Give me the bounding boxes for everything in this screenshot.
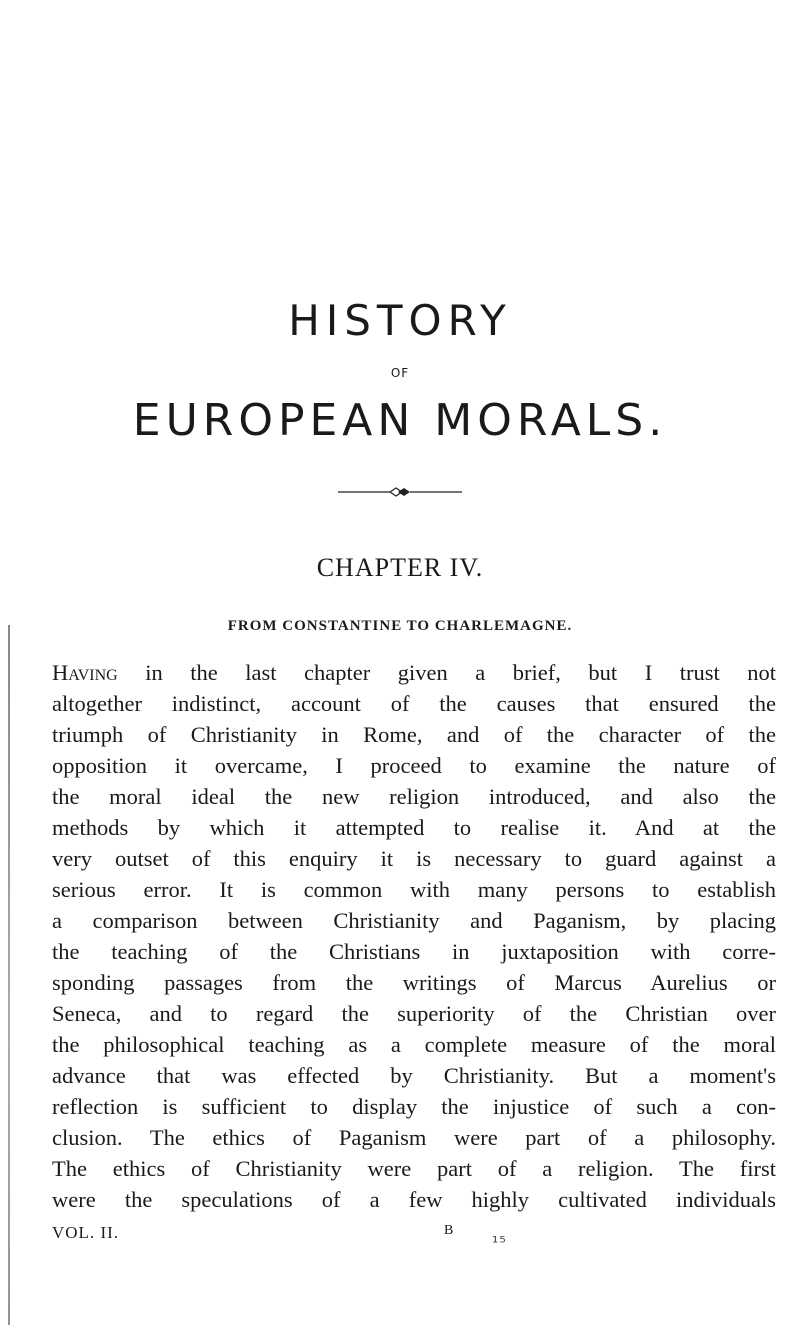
page-footer <box>52 1223 776 1253</box>
text-line: triumph of Christianity in Rome, and of the character of the <box>52 722 776 747</box>
text-line: a comparison between Christianity and Paganism, by placing <box>52 908 776 933</box>
text-line: were the speculations of a few highly cultivated individuals <box>52 1187 776 1212</box>
text-line: altogether indistinct, account of the causes that ensured the <box>52 691 776 716</box>
book-title: HISTORY <box>288 296 512 345</box>
text-line: methods by which it attempted to realise it. And at the <box>52 815 776 840</box>
text-line: serious error. It is common with many persons to establish <box>52 877 776 902</box>
opening-word: Having <box>52 660 118 685</box>
text-line: The ethics of Christianity were part of a religion. The first <box>52 1156 776 1181</box>
text-line: Having in the last chapter given a brief, but I trust not <box>52 660 776 685</box>
text-line: the philosophical teaching as a complete measure of the moral <box>52 1032 776 1057</box>
text-line: clusion. The ethics of Paganism were part of a philosophy. <box>52 1125 776 1150</box>
text-line: the moral ideal the new religion introduced, and also the <box>52 784 776 809</box>
divider-ornament <box>338 487 462 497</box>
text-line: Seneca, and to regard the superiority of the Christian over <box>52 1001 776 1026</box>
chapter-subtitle: FROM CONSTANTINE TO CHARLEMAGNE. <box>227 618 573 634</box>
handwritten-mark: ¹⁵ <box>492 1233 507 1252</box>
text-line: reflection is sufficient to display the injustice of such a con- <box>52 1094 776 1119</box>
text-line: the teaching of the Christians in juxtaposition with corre- <box>52 939 776 964</box>
body-text <box>52 657 776 1215</box>
signature-mark: B <box>444 1223 455 1238</box>
book-subtitle: EUROPEAN MORALS. <box>132 395 668 446</box>
volume-label: VOL. II. <box>52 1223 120 1242</box>
chapter-heading: CHAPTER IV. <box>316 553 484 582</box>
text-line: very outset of this enquiry it is necessary to guard against a <box>52 846 776 871</box>
binding-edge-line <box>8 625 10 1325</box>
text-line: advance that was effected by Christianity. But a moment's <box>52 1063 776 1088</box>
text-line: opposition it overcame, I proceed to examine the nature of <box>52 753 776 778</box>
text-line: sponding passages from the writings of Marcus Aurelius or <box>52 970 776 995</box>
title-connector: OF <box>390 366 410 380</box>
